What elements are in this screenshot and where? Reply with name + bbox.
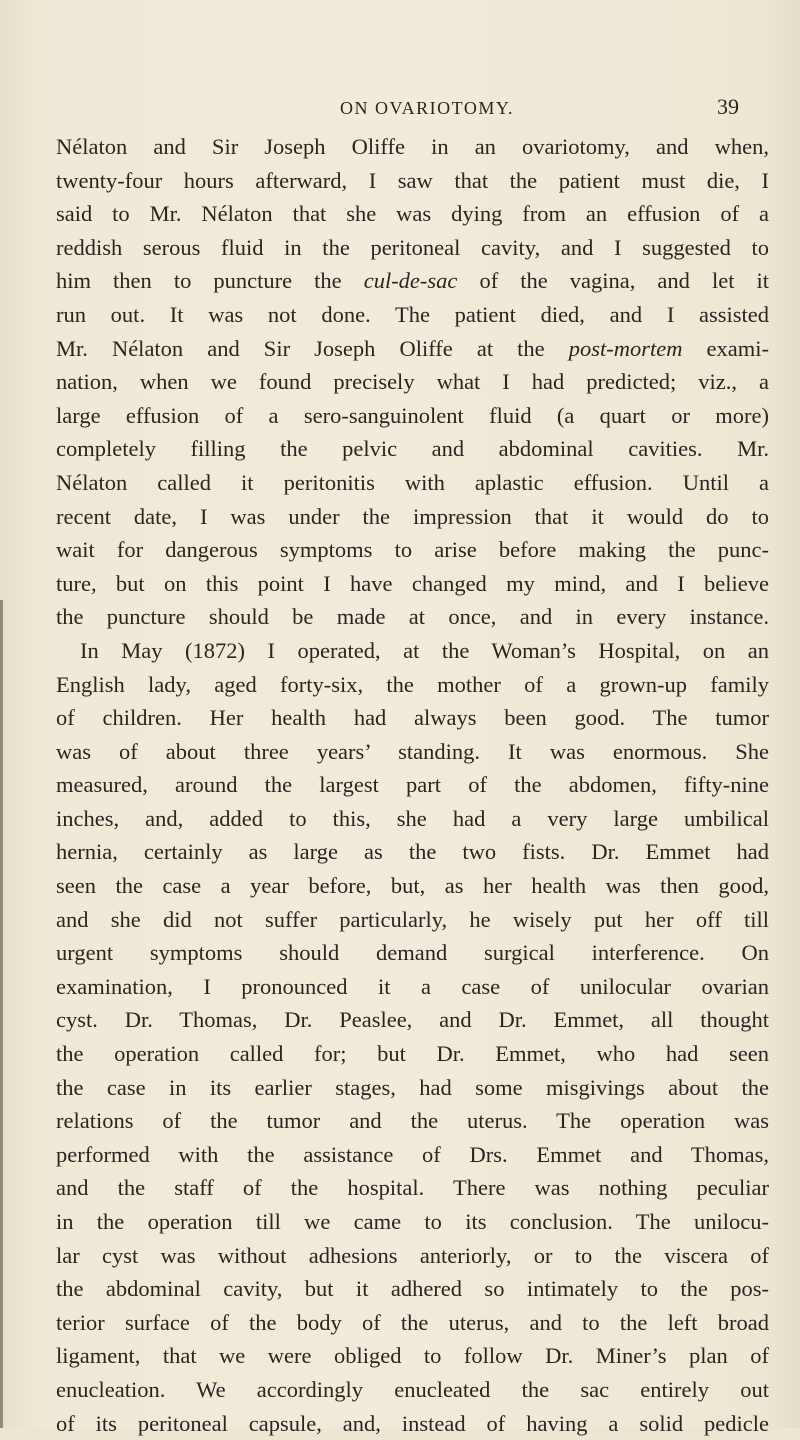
text-line: cyst. Dr. Thomas, Dr. Peaslee, and Dr. Emmet, all thought	[56, 1007, 769, 1033]
text-line: him then to puncture the cul-de-sac of the vagina, and let it	[56, 268, 770, 294]
text-line: hernia, certainly as large as the two fists. Dr. Emmet had	[56, 839, 769, 865]
text-line: in the operation till we came to its conclusion. The unilocu-	[56, 1209, 769, 1234]
text-line: recent date, I was under the impression that it would do to	[56, 503, 769, 529]
text-line: of children. Her health had always been good. The tumor	[56, 705, 769, 731]
text-line: wait for dangerous symptoms to arise before making the punc-	[56, 537, 769, 563]
text-line: Nélaton and Sir Joseph Oliffe in an ovariotomy, and when,	[56, 134, 769, 159]
text-line: the abdominal cavity, but it adhered so intimately to the pos-	[56, 1276, 769, 1302]
text-line: the case in its earlier stages, had some misgivings about the	[56, 1074, 769, 1100]
text-line: ture, but on this point I have changed my mind, and I believe	[56, 570, 769, 596]
text-line: twenty-four hours afterward, I saw that the patient must die, I	[56, 167, 769, 193]
text-line: measured, around the largest part of the abdomen, fifty-nine	[56, 772, 769, 798]
text-line: In May (1872) I operated, at the Woman’s Hospital, on an	[80, 637, 769, 663]
text-line: and she did not suffer particularly, he wisely put her off till	[56, 906, 769, 932]
text-line: inches, and, added to this, she had a very large umbilical	[56, 805, 769, 831]
text-line: performed with the assistance of Drs. Emmet and Thomas,	[56, 1141, 769, 1167]
page-header	[0, 94, 800, 128]
text-line: enucleation. We accordingly enucleated the sac entirely out	[56, 1376, 769, 1402]
text-line: completely filling the pelvic and abdominal cavities. Mr.	[56, 436, 769, 462]
text-line: the puncture should be made at once, and in every instance.	[56, 604, 769, 630]
text-line: relations of the tumor and the uterus. The operation was	[56, 1108, 769, 1134]
text-line: urgent symptoms should demand surgical interference. On	[56, 940, 769, 966]
text-line: seen the case a year before, but, as her health was then good,	[56, 873, 769, 899]
text-line: lar cyst was without adhesions anteriorly, or to the viscera of	[56, 1242, 769, 1268]
text-line: said to Mr. Nélaton that she was dying from an effusion of a	[56, 201, 769, 227]
text-line: the operation called for; but Dr. Emmet, who had seen	[56, 1041, 769, 1067]
page-edge-shadow	[0, 600, 3, 1428]
text-line: reddish serous fluid in the peritoneal cavity, and I suggested to	[56, 234, 769, 260]
text-line: was of about three years’ standing. It was enormous. She	[56, 738, 769, 764]
text-line: Nélaton called it peritonitis with aplastic effusion. Until a	[56, 469, 769, 495]
running-head: ON OVARIOTOMY.	[340, 98, 515, 118]
text-line: ligament, that we were obliged to follow Dr. Miner’s plan of	[56, 1343, 769, 1369]
text-line: and the staff of the hospital. There was nothing peculiar	[56, 1175, 769, 1201]
text-line: terior surface of the body of the uterus, and to the left broad	[56, 1309, 769, 1335]
text-line: Mr. Nélaton and Sir Joseph Oliffe at the post-mortem exami-	[56, 335, 769, 361]
text-line: large effusion of a sero-sanguinolent fluid (a quart or more)	[56, 402, 769, 428]
text-line: nation, when we found precisely what I had predicted; viz., a	[56, 369, 769, 395]
text-line: run out. It was not done. The patient died, and I assisted	[56, 301, 769, 327]
page-number: 39	[717, 94, 739, 119]
text-line: English lady, aged forty-six, the mother of a grown-up family	[56, 671, 769, 697]
body-text	[56, 130, 769, 1440]
text-line: of its peritoneal capsule, and, instead of having a solid pedicle	[56, 1410, 769, 1436]
text-line: examination, I pronounced it a case of unilocular ovarian	[56, 973, 769, 999]
